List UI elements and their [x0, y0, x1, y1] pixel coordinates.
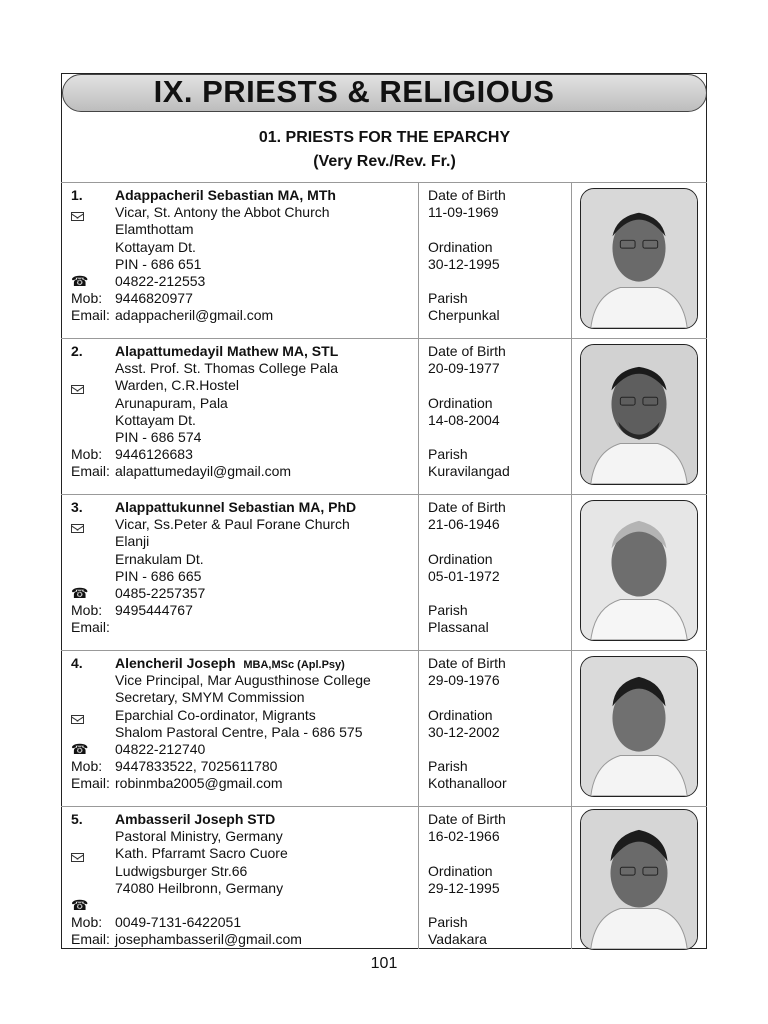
- dob-label: Date of Birth: [428, 655, 506, 671]
- email-label: Email:: [71, 775, 110, 792]
- email-address: josephambasseril@gmail.com: [115, 931, 302, 948]
- ordination-value: 05-01-1972: [428, 567, 500, 584]
- entry-number: 2.: [71, 343, 83, 359]
- address-line: Warden, C.R.Hostel: [115, 377, 239, 394]
- priest-entry: [0, 187, 768, 343]
- ordination-label: Ordination: [428, 862, 493, 879]
- mobile-number: 9446820977: [115, 290, 193, 307]
- priest-name: Alencheril Joseph: [115, 655, 236, 671]
- ordination-label: Ordination: [428, 238, 493, 255]
- envelope-icon: [71, 208, 87, 226]
- address-line: PIN - 686 651: [115, 255, 202, 272]
- parish-value: Kothanalloor: [428, 775, 507, 792]
- parish-value: Kuravilangad: [428, 463, 510, 480]
- parish-value: Cherpunkal: [428, 307, 500, 324]
- address-line: Ernakulam Dt.: [115, 550, 204, 567]
- address-line: Secretary, SMYM Commission: [115, 689, 305, 706]
- row-divider: [61, 182, 707, 183]
- page-number: 101: [370, 955, 398, 972]
- address-line: Elanji: [115, 533, 150, 550]
- mobile-label: Mob:: [71, 914, 103, 931]
- address-line: Kottayam Dt.: [115, 411, 196, 428]
- envelope-icon: [71, 381, 87, 399]
- phone-number: 04822-212553: [115, 273, 206, 289]
- address-line: Eparchial Co-ordinator, Migrants: [115, 706, 316, 723]
- chapter-title: IX. PRIESTS & RELIGIOUS: [153, 74, 555, 109]
- telephone-icon: ☎: [71, 273, 89, 289]
- address-line: Elamthottam: [115, 221, 194, 238]
- envelope-icon: [71, 711, 87, 729]
- entry-number: 1.: [71, 187, 83, 203]
- mobile-label: Mob:: [71, 446, 103, 463]
- phone-number: 0485-2257357: [115, 585, 206, 601]
- ordination-value: 14-08-2004: [428, 411, 500, 428]
- telephone-icon: ☎: [71, 585, 89, 601]
- section-subtitle: (Very Rev./Rev. Fr.): [313, 153, 456, 170]
- dob-value: 21-06-1946: [428, 516, 500, 533]
- portrait-photo: [580, 809, 698, 950]
- section-title: 01. PRIESTS FOR THE EPARCHY: [258, 129, 511, 146]
- portrait-photo: [580, 656, 698, 797]
- priest-entry: [0, 655, 768, 811]
- telephone-icon: ☎: [71, 897, 89, 913]
- address-line: Ludwigsburger Str.66: [115, 862, 248, 879]
- address-line: Vicar, Ss.Peter & Paul Forane Church: [115, 516, 350, 533]
- mobile-number: 9446126683: [115, 446, 193, 463]
- ordination-label: Ordination: [428, 394, 493, 411]
- mobile-label: Mob:: [71, 290, 103, 307]
- address-line: Kath. Pfarramt Sacro Cuore: [115, 845, 288, 862]
- email-address: alapattumedayil@gmail.com: [115, 463, 292, 480]
- mobile-number: 9447833522, 7025611780: [115, 758, 278, 775]
- ordination-label: Ordination: [428, 706, 493, 723]
- entry-number: 5.: [71, 811, 83, 827]
- address-line: Vice Principal, Mar Augusthinose College: [115, 672, 371, 689]
- mobile-label: Mob:: [71, 602, 103, 619]
- mobile-number: 9495444767: [115, 602, 193, 619]
- email-label: Email:: [71, 463, 110, 480]
- dob-value: 11-09-1969: [428, 204, 499, 221]
- mobile-number: 0049-7131-6422051: [115, 914, 242, 931]
- ordination-label: Ordination: [428, 550, 493, 567]
- email-label: Email:: [71, 619, 110, 636]
- address-line: Pastoral Ministry, Germany: [115, 828, 283, 845]
- address-line: PIN - 686 574: [115, 429, 202, 445]
- email-label: Email:: [71, 931, 110, 948]
- email-address: robinmba2005@gmail.com: [115, 775, 283, 792]
- parish-value: Vadakara: [428, 931, 487, 948]
- ordination-value: 30-12-2002: [428, 723, 500, 740]
- dob-label: Date of Birth: [428, 499, 506, 515]
- portrait-photo: [580, 344, 698, 485]
- priest-qualification: MBA,MSc (Apl.Psy): [243, 659, 345, 671]
- address-line: 74080 Heilbronn, Germany: [115, 879, 284, 896]
- parish-label: Parish: [428, 602, 468, 619]
- email-address: adappacheril@gmail.com: [115, 307, 274, 324]
- ordination-value: 30-12-1995: [428, 255, 500, 272]
- envelope-icon: [71, 520, 87, 538]
- dob-value: 29-09-1976: [428, 672, 500, 689]
- address-line: PIN - 686 665: [115, 567, 202, 584]
- dob-value: 16-02-1966: [428, 828, 500, 845]
- priest-name: Alapattumedayil Mathew MA, STL: [115, 343, 339, 359]
- dob-label: Date of Birth: [428, 187, 506, 203]
- address-line: Vicar, St. Antony the Abbot Church: [115, 204, 330, 221]
- priest-entry: [0, 343, 768, 499]
- parish-label: Parish: [428, 758, 468, 775]
- parish-label: Parish: [428, 446, 468, 463]
- parish-label: Parish: [428, 914, 468, 931]
- parish-label: Parish: [428, 290, 468, 307]
- envelope-icon: [71, 849, 87, 867]
- entry-number: 3.: [71, 499, 83, 515]
- dob-label: Date of Birth: [428, 811, 506, 827]
- address-line: Kottayam Dt.: [115, 238, 196, 255]
- priest-name: Ambasseril Joseph STD: [115, 811, 276, 827]
- address-line: Arunapuram, Pala: [115, 394, 228, 411]
- email-label: Email:: [71, 307, 110, 324]
- ordination-value: 29-12-1995: [428, 879, 500, 896]
- priest-entry: [0, 811, 768, 967]
- address-line: Asst. Prof. St. Thomas College Pala: [115, 360, 339, 377]
- portrait-photo: [580, 500, 698, 641]
- mobile-label: Mob:: [71, 758, 103, 775]
- parish-value: Plassanal: [428, 619, 489, 636]
- priest-entry: [0, 499, 768, 655]
- telephone-icon: ☎: [71, 741, 89, 757]
- dob-label: Date of Birth: [428, 343, 506, 359]
- priest-name: Alappattukunnel Sebastian MA, PhD: [115, 499, 357, 515]
- portrait-photo: [580, 188, 698, 329]
- priest-name: Adappacheril Sebastian MA, MTh: [115, 187, 336, 203]
- address-line: Shalom Pastoral Centre, Pala - 686 575: [115, 723, 363, 740]
- dob-value: 20-09-1977: [428, 360, 500, 377]
- phone-number: 04822-212740: [115, 741, 206, 757]
- entry-number: 4.: [71, 655, 83, 671]
